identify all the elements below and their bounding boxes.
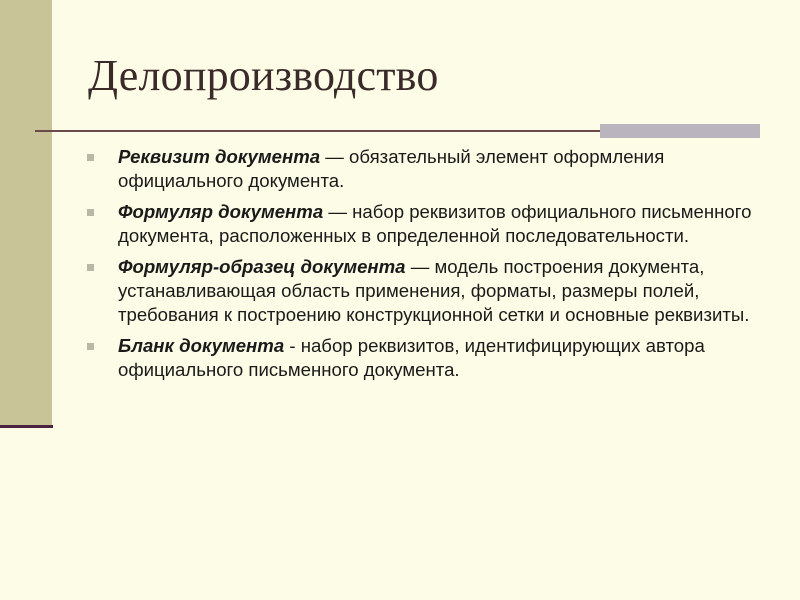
list-item <box>118 334 758 382</box>
list-item <box>118 200 758 248</box>
list-item <box>118 255 758 327</box>
side-band-rule <box>0 425 53 428</box>
term-label: Формуляр документа <box>118 201 324 222</box>
bullet-square-icon <box>87 343 94 350</box>
term-definition: — модель построения документа, устанавливающая область применения, форматы, размеры полей, требования к построению конструкционной сетки и основные реквизиты. <box>118 256 750 325</box>
term-definition: — обязательный элемент оформления официального документа. <box>118 146 665 191</box>
list-item <box>118 145 758 193</box>
slide-title: Делопроизводство <box>88 51 439 100</box>
bullet-square-icon <box>87 209 94 216</box>
bullet-list <box>118 145 758 389</box>
title-accent-bar <box>600 124 760 138</box>
side-band <box>0 0 52 425</box>
term-label: Реквизит документа <box>118 146 321 167</box>
bullet-square-icon <box>87 264 94 271</box>
term-label: Формуляр-образец документа <box>118 256 406 277</box>
term-label: Бланк документа <box>118 335 285 356</box>
bullet-square-icon <box>87 154 94 161</box>
term-definition: — набор реквизитов официального письменного документа, расположенных в определенной последовательности. <box>118 201 752 246</box>
term-definition: - набор реквизитов, идентифицирующих автора официального письменного документа. <box>118 335 705 380</box>
